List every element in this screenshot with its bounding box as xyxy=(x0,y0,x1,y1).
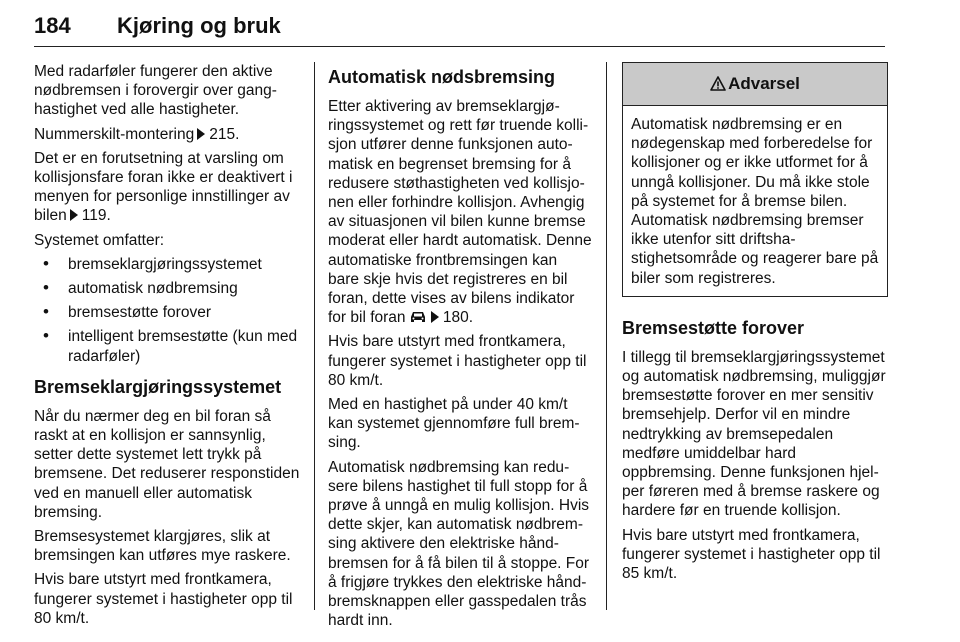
list-item: • intelligent bremsestøtte (kun med radarføler) xyxy=(34,327,302,365)
warning-title: Advarsel xyxy=(728,74,800,94)
paragraph: Når du nærmer deg en bil foran så raskt at en kollisjon er sannsynlig, setter dette systemet lett trykk på bremsene. Det reduserer responstiden ved en manuell eller automatisk bremsing. xyxy=(34,407,300,521)
bullet-list xyxy=(34,255,302,366)
list-item: • automatisk nødbremsing xyxy=(34,279,302,298)
paragraph: Hvis bare utstyrt med frontkamera, fungerer systemet i hastigheter opp til 85 km/t. xyxy=(622,526,881,583)
paragraph: Bremsesystemet klargjøres, slik at bremsingen kan utføres mye raskere. xyxy=(34,528,291,565)
page-number: 184 xyxy=(34,13,71,38)
page-reference[interactable]: 180. xyxy=(442,309,474,327)
paragraph: Hvis bare utstyrt med frontkamera, fungerer systemet i hastigheter opp til 80 km/t. xyxy=(34,571,293,627)
paragraph: I tillegg til bremseklargjøringssystemet og automatisk nødbremsing, muliggjør bremsestøtte forover en mer sensitiv bremsehjelp. Derfor vil en mindre nedtrykking av bremsepedalen medføre umiddelbar hard oppbremsing. Denne funksjonen hjelper føreren med å bremse raskere og hardere før en truende kollisjon. xyxy=(622,348,886,520)
column-3 xyxy=(622,62,888,588)
triangle-right-icon xyxy=(431,311,439,323)
list-item: • bremseklargjøringssystemet xyxy=(34,255,302,274)
section-heading: Bremseklargjøringssystemet xyxy=(34,376,282,397)
car-front-icon xyxy=(410,311,426,324)
paragraph: Med en hastighet på under 40 km/t kan systemet gjennomføre full bremsing. xyxy=(328,396,580,452)
paragraph: Automatisk nødbremsing kan redusere bilens hastighet til full stopp for å prøve å unngå en mulig kollisjon. Hvis dette skjer, kan automatisk nødbremsing aktivere den elektriske håndbremsen for å få bilen til å stoppe. For å frigjøre trykkes den elektriske håndbremsknappen eller gasspedalen trås hardt inn. xyxy=(328,458,590,630)
triangle-right-icon xyxy=(70,209,78,221)
warning-header xyxy=(623,63,887,106)
paragraph xyxy=(34,149,302,226)
column-1 xyxy=(34,62,302,633)
paragraph xyxy=(34,125,302,144)
paragraph: Med radarføler fungerer den aktive nødbremsen i forovergir over ganghastighet ved alle hastigheter. xyxy=(34,63,277,119)
page-reference[interactable]: 215. xyxy=(209,125,240,143)
triangle-right-icon xyxy=(197,128,205,140)
section-heading: Automatisk nødsbremsing xyxy=(328,67,556,87)
paragraph-text: Nummerskilt-montering xyxy=(34,125,195,143)
chapter-title: Kjøring og bruk xyxy=(117,13,281,38)
paragraph: Hvis bare utstyrt med frontkamera, fungerer systemet i hastigheter opp til 80 km/t. xyxy=(328,333,587,389)
page-header xyxy=(34,8,885,47)
paragraph-text: Etter aktivering av bremseklargjøringssystemet og rett før truende kollisjon utfører denne funksjonen automatisk en begrenset bremsing for å redusere støthastigheten ved kollisjonen eller forhindre kollisjon. Avhengig av situasjonen vil bilen kunne bremse moderat eller hardt automatisk. Denne automatiske frontbremsingen kan bare skje hvis det registreres en bil foran, dette vises av bilens indikator for bil foran xyxy=(328,98,592,327)
section-heading: Bremsestøtte forover xyxy=(622,317,805,338)
warning-body xyxy=(623,106,887,296)
warning-box xyxy=(622,62,888,297)
warning-triangle-icon xyxy=(710,76,726,92)
paragraph: Systemet omfatter: xyxy=(34,231,165,249)
page-reference[interactable]: 119. xyxy=(81,207,111,225)
paragraph-text: Det er en forutsetning at varsling om kollisjonsfare foran ikke er deaktivert i menyen for personlige innstillinger av bilen xyxy=(34,149,293,225)
list-item: • bremsestøtte forover xyxy=(34,303,302,322)
column-divider xyxy=(314,62,315,610)
warning-text: Automatisk nødbremsing er en nødegenskap med forberedelse for kollisjoner og er ikke utformet for å unngå kollisjoner. Du må ikke stole på systemet for å bremse bilen. Automatisk nødbremsing bremser ikke utenfor sitt driftshastighetsområde og reagerer bare på biler som registreres. xyxy=(631,116,879,287)
column-2 xyxy=(328,62,592,635)
column-divider xyxy=(606,62,607,610)
paragraph xyxy=(328,97,592,327)
